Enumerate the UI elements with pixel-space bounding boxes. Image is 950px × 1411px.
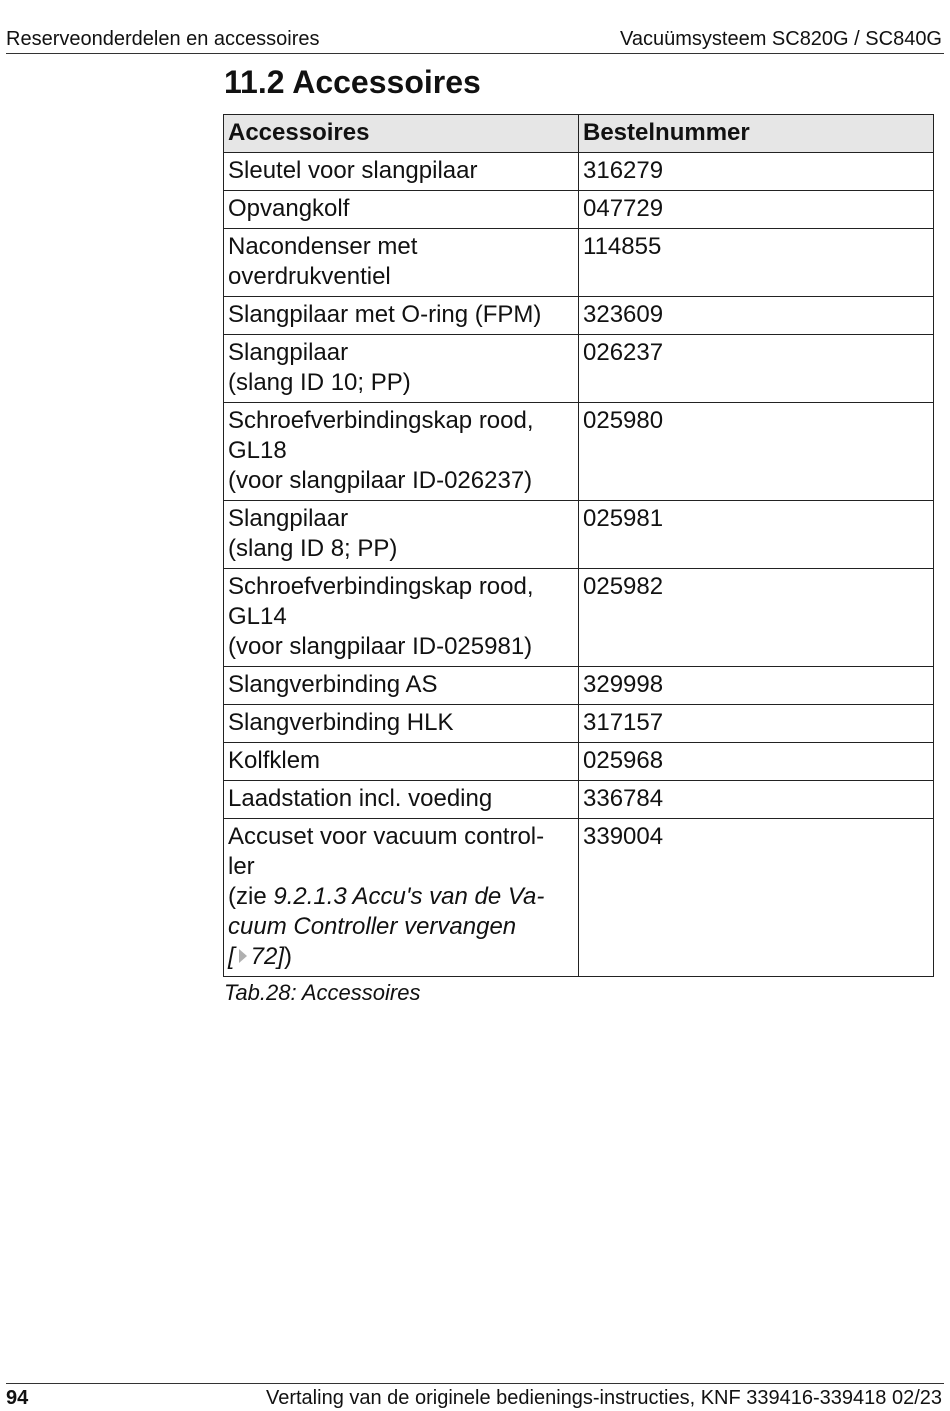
accessory-name-line: ler (228, 853, 255, 880)
header-product: Vacuümsysteem SC820G / SC840G (620, 28, 942, 50)
accessory-name-cell (224, 501, 579, 569)
table-row (224, 667, 934, 705)
accessory-name-cell (224, 335, 579, 403)
table-row (224, 153, 934, 191)
table-row (224, 403, 934, 501)
accessory-name-line: (slang ID 10; PP) (228, 369, 411, 396)
accessory-name-cell (224, 819, 579, 977)
accessory-name-line: GL14 (228, 603, 287, 630)
cross-reference-link-continued[interactable]: cuum Controller vervangen (228, 913, 517, 940)
table-body (224, 153, 934, 977)
order-number-cell: 025968 (579, 743, 934, 781)
column-header-bestelnummer: Bestelnummer (579, 115, 934, 153)
accessory-name-cell (224, 297, 579, 335)
section-title: 11.2 Accessoires (224, 64, 481, 100)
accessory-name-line: (voor slangpilaar ID-026237) (228, 467, 533, 494)
accessory-name-line (228, 882, 574, 912)
page-reference-number: 72] (250, 943, 285, 970)
order-number-cell: 114855 (579, 229, 934, 297)
page-footer (6, 1383, 944, 1408)
accessory-name-cell (224, 191, 579, 229)
reference-prefix: (zie (228, 883, 274, 910)
accessory-name-line: Slangverbinding HLK (228, 709, 454, 736)
accessory-name-cell (224, 569, 579, 667)
table-row (224, 335, 934, 403)
table-row (224, 705, 934, 743)
order-number-cell: 336784 (579, 781, 934, 819)
accessory-name-line: Nacondenser met (228, 233, 418, 260)
order-number-cell: 317157 (579, 705, 934, 743)
table-header-row (224, 115, 934, 153)
table-row (224, 229, 934, 297)
accessory-name-line: Schroefverbindingskap rood, (228, 573, 534, 600)
page-reference-open: [ (228, 943, 235, 970)
accessory-name-cell (224, 403, 579, 501)
accessory-name-cell (224, 705, 579, 743)
order-number-cell: 323609 (579, 297, 934, 335)
table-row (224, 743, 934, 781)
order-number-cell: 026237 (579, 335, 934, 403)
table-row (224, 297, 934, 335)
accessory-name-line: Opvangkolf (228, 195, 350, 222)
page-header (6, 26, 944, 54)
order-number-cell: 025981 (579, 501, 934, 569)
table-caption: Tab.28: Accessoires (224, 980, 421, 1005)
reference-close: ) (284, 943, 293, 970)
order-number-cell: 329998 (579, 667, 934, 705)
cross-reference-link[interactable]: 9.2.1.3 Accu's van de Va- (273, 883, 545, 910)
accessory-name-line: (slang ID 8; PP) (228, 535, 398, 562)
accessory-name-line: Sleutel voor slangpilaar (228, 157, 478, 184)
accessory-name-line: overdrukventiel (228, 263, 391, 290)
accessory-name-line: GL18 (228, 437, 287, 464)
footer-text: Vertaling van de originele bedienings-instructies, KNF 339416-339418 02/23 (265, 1387, 942, 1409)
table-row (224, 781, 934, 819)
order-number-cell: 025982 (579, 569, 934, 667)
column-header-accessoires: Accessoires (224, 115, 579, 153)
accessory-name-line: Laadstation incl. voeding (228, 785, 493, 812)
accessory-name-cell (224, 153, 579, 191)
accessory-name-line: Kolfklem (228, 747, 321, 774)
accessory-name-cell (224, 743, 579, 781)
arrow-right-icon (239, 949, 247, 963)
accessory-name-line: Slangverbinding AS (228, 671, 438, 698)
accessory-name-cell (224, 229, 579, 297)
accessory-name-cell (224, 781, 579, 819)
accessory-name-cell (224, 667, 579, 705)
header-chapter: Reserveonderdelen en accessoires (6, 28, 320, 50)
table-row (224, 191, 934, 229)
page-reference[interactable] (228, 942, 574, 972)
order-number-cell: 316279 (579, 153, 934, 191)
order-number-cell: 339004 (579, 819, 934, 977)
accessory-name-line: Schroefverbindingskap rood, (228, 407, 534, 434)
table-row (224, 569, 934, 667)
table-row (224, 501, 934, 569)
accessory-name-line: Slangpilaar met O-ring (FPM) (228, 301, 542, 328)
page-number: 94 (6, 1387, 29, 1409)
accessory-name-line: (voor slangpilaar ID-025981) (228, 633, 533, 660)
order-number-cell: 047729 (579, 191, 934, 229)
order-number-cell: 025980 (579, 403, 934, 501)
table-row (224, 819, 934, 977)
accessories-table (223, 114, 934, 977)
accessory-name-line: Slangpilaar (228, 339, 349, 366)
accessory-name-line: Slangpilaar (228, 505, 349, 532)
accessory-name-line: Accuset voor vacuum control- (228, 823, 545, 850)
